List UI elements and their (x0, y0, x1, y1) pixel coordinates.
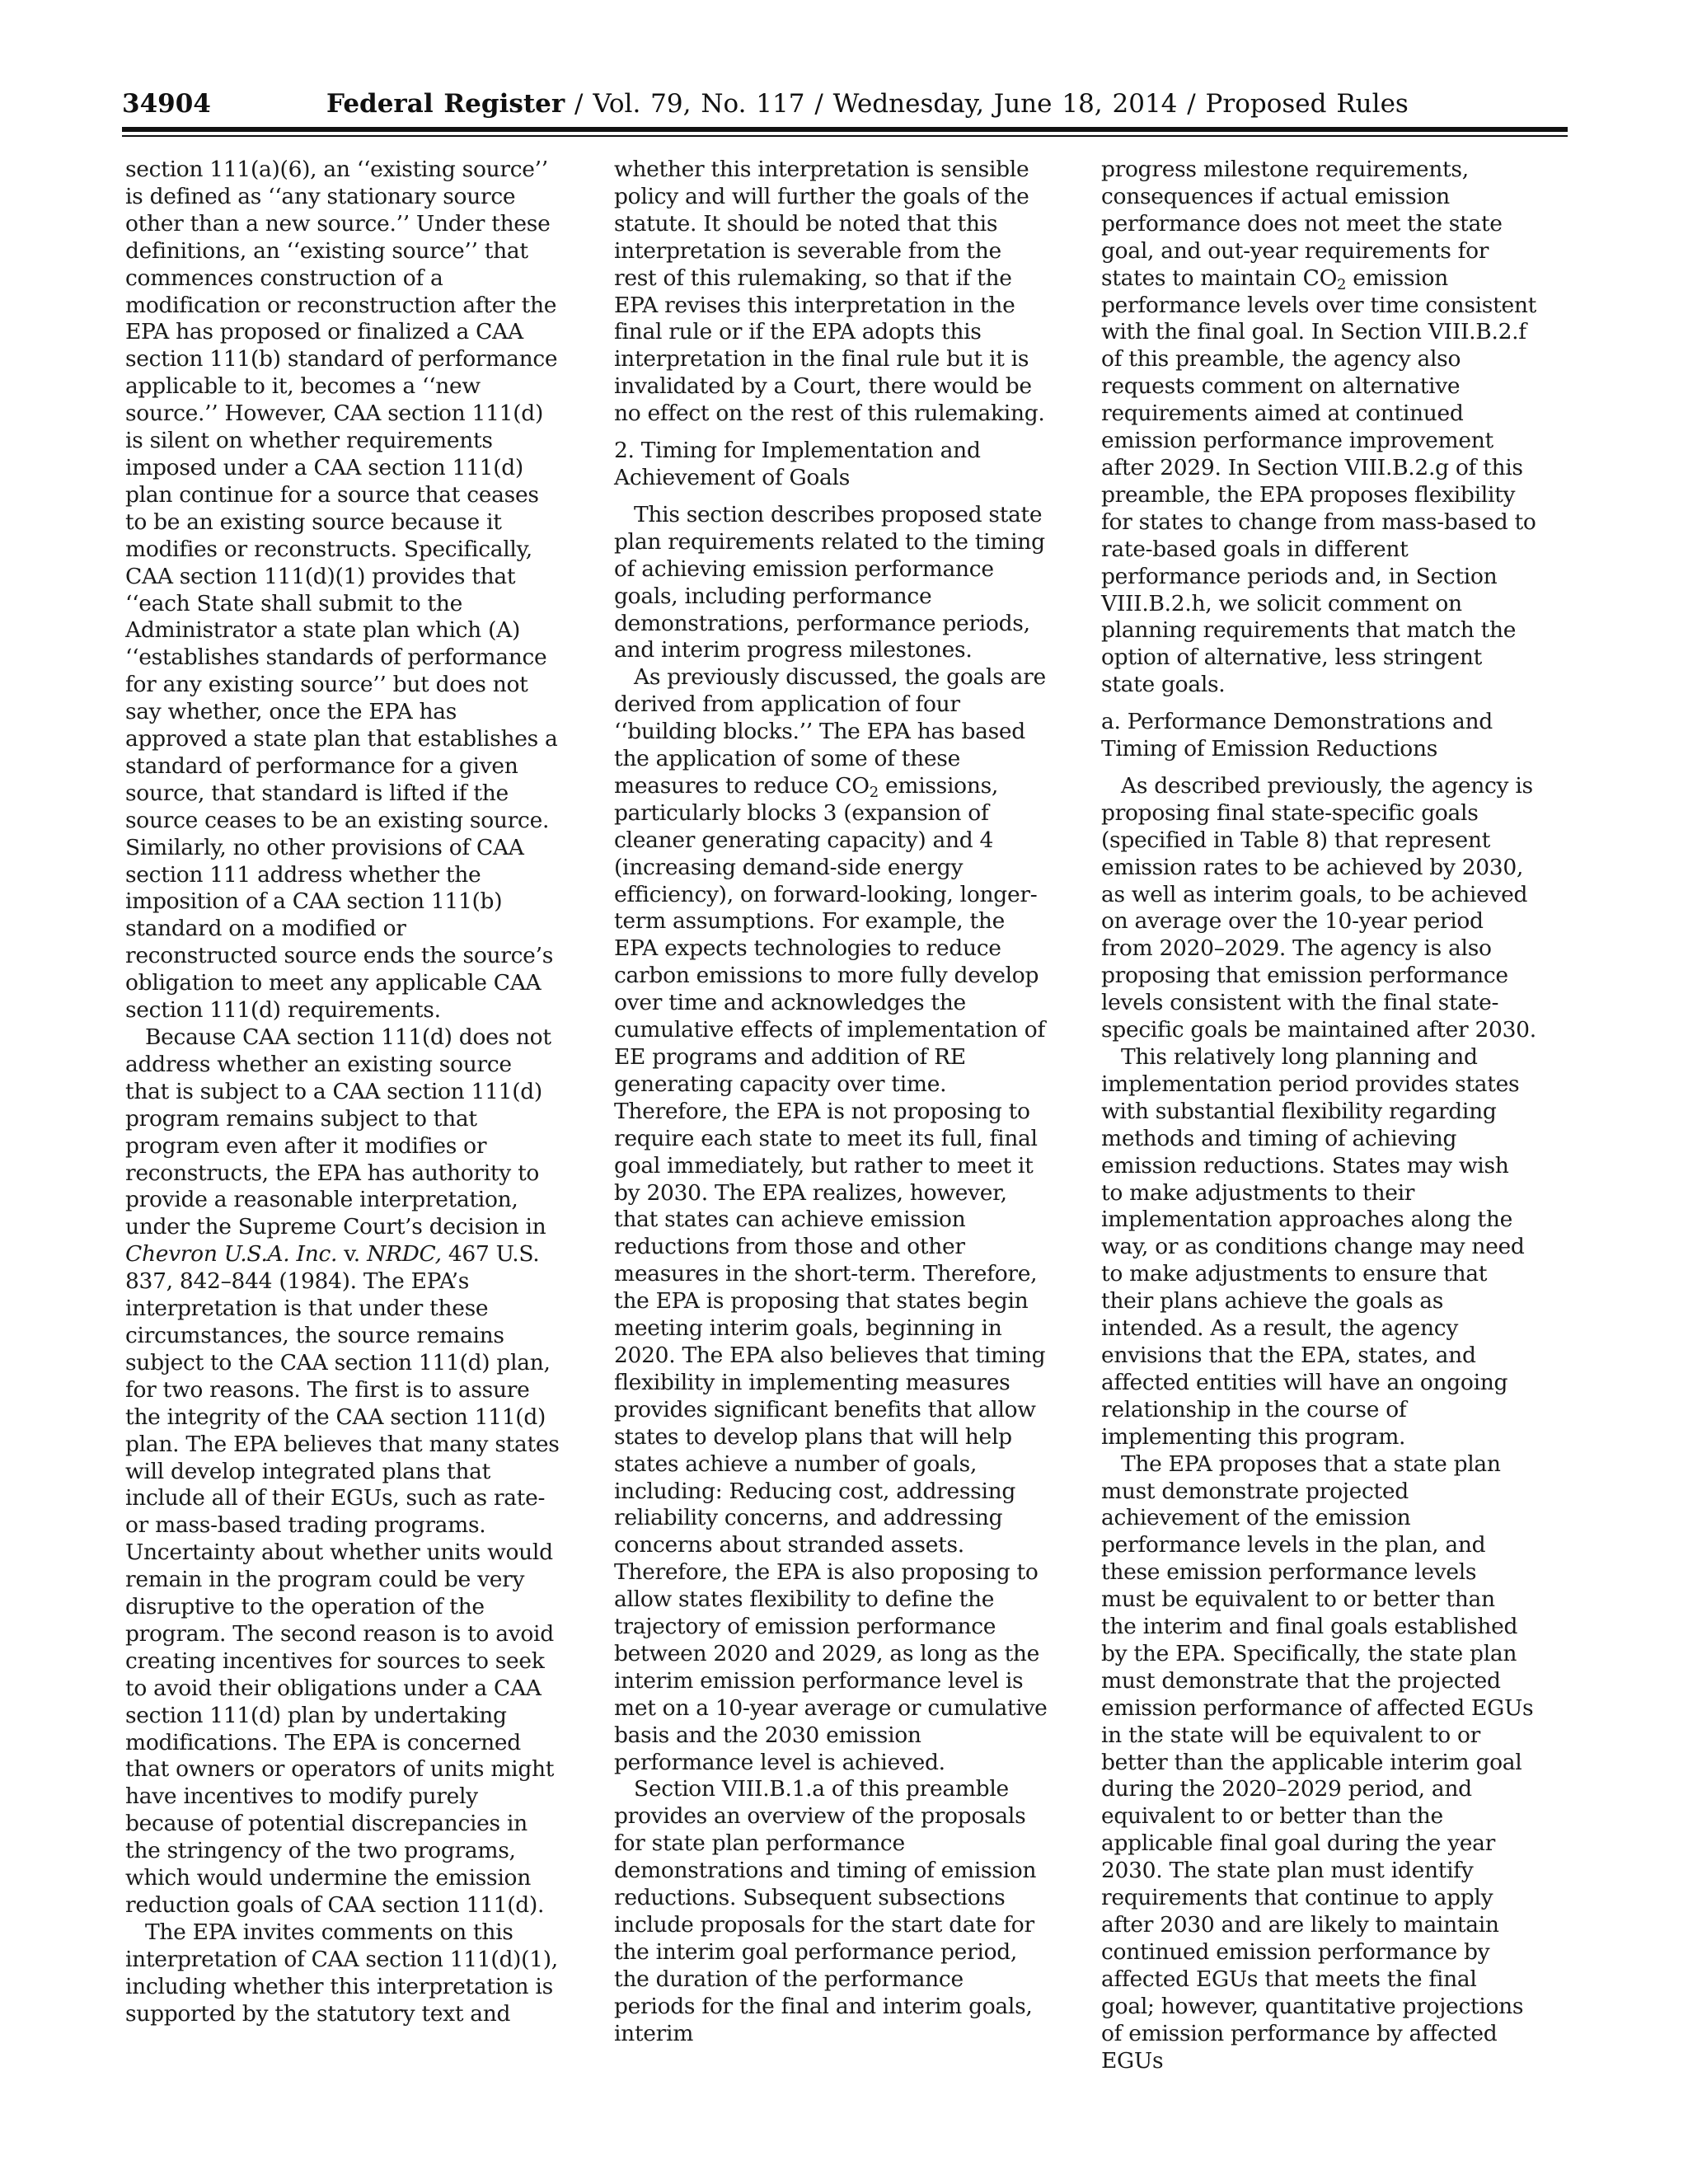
header-title (326, 89, 1409, 119)
paragraph (614, 664, 1049, 1776)
text-column-3 (1101, 157, 1536, 2074)
page-number: 34904 (122, 89, 211, 119)
paragraph: The EPA invites comments on this interpretation of CAA section 111(d)(1), including whether this interpretation is supported by the statutory text and (125, 1919, 558, 2027)
text-run: As previously discussed, the goals are derived from application of four ‘‘building blocks.’’ The EPA has based the application of some of these measures to reduce CO (614, 664, 1046, 799)
paragraph: As described previously, the agency is proposing final state-specific goals (specified in Table 8) that represent emission rates to be achieved by 2030, as well as interim goals, to be achieved on average over the 10-year period from 2020–2029. The agency is also proposing that emission performance levels consistent with the final state-specific goals be maintained after 2030. (1101, 772, 1536, 1043)
paragraph: This section describes proposed state plan requirements related to the timing of achieving emission performance goals, including performance demonstrations, performance periods, and interim progress milestones. (614, 501, 1045, 663)
text-run: v. (337, 1241, 368, 1268)
subscript: 2 (869, 783, 879, 801)
subscript: 2 (1337, 275, 1347, 293)
header-rule-thick (122, 127, 1568, 132)
journal-name: Federal Register (326, 89, 565, 119)
section-heading: a. Performance Demonstrations and Timing of Emission Reductions (1101, 709, 1493, 762)
text-run: progress milestone requirements, consequences if actual emission performance does not meet the state goal, and out-year requirements for states to maintain CO (1101, 157, 1503, 291)
case-name-italic: Chevron U.S.A. Inc. (125, 1241, 338, 1268)
paragraph: whether this interpretation is sensible policy and will further the goals of the statute. It should be noted that this interpretation is severable from the rest of this rulemaking, so that if the EPA revises this interpretation in the final rule or if the EPA adopts this interpretation in the final rule but it is invalidated by a Court, there would be no effect on the rest of this rulemaking. (614, 157, 1045, 427)
text-column-2 (614, 157, 1049, 2048)
issue-info: / Vol. 79, No. 117 / Wednesday, June 18, 2014 / Proposed Rules (565, 89, 1409, 119)
text-run: 467 U.S. 837, 842–844 (1984). The EPA’s interpretation is that under these circumstances, the source remains subject to the CAA section 111(d) plan, for two reasons. The first is to assure the integrity of the CAA section 111(d) plan. The EPA believes that many states will develop integrated plans that include all of their EGUs, such as rate- or mass-based trading programs. Uncertainty about whether units would remain in the program could be very disruptive to the operation of the program. The second reason is to avoid creating incentives for sources to seek to avoid their obligations under a CAA section 111(d) plan by undertaking modifications. The EPA is concerned that owners or operators of units might have incentives to modify purely because of potential discrepancies in the stringency of the two programs, which would undermine the emission reduction goals of CAA section 111(d). (125, 1241, 560, 1918)
text-column-1 (125, 157, 560, 2028)
running-header (122, 84, 1556, 127)
paragraph: This relatively long planning and implementation period provides states with substantial flexibility regarding methods and timing of achieving emission reductions. States may wish to make adjustments to their implementation approaches along the way, or as conditions change may need to make adjustments to ensure that their plans achieve the goals as intended. As a result, the agency envisions that the EPA, states, and affected entities will have an ongoing relationship in the course of implementing this program. (1101, 1044, 1525, 1450)
header-rule-thin (122, 135, 1568, 137)
text-run: Because CAA section 111(d) does not address whether an existing source that is subject to a CAA section 111(d) program remains subject to that program even after it modifies or reconstructs, the EPA has authority to provide a reasonable interpretation, under the Supreme Court’s decision in (125, 1024, 551, 1240)
section-heading: 2. Timing for Implementation and Achievement of Goals (614, 438, 981, 490)
text-run: emissions, particularly blocks 3 (expansion of cleaner generating capacity) and 4 (increasing demand-side energy efficiency), on forward-looking, longer-term assumptions. For example, the EPA expects technologies to reduce carbon emissions to more fully develop over time and acknowledges the cumulative effects of implementation of EE programs and addition of RE generating capacity over time. Therefore, the EPA is not proposing to require each state to meet its full, final goal immediately, but rather to meet it by 2030. The EPA realizes, however, that states can achieve emission reductions from those and other measures in the short-term. Therefore, the EPA is proposing that states begin meeting interim goals, beginning in 2020. The EPA also believes that timing flexibility in implementing measures provides significant benefits that allow states to develop plans that will help states achieve a number of goals, including: Reducing cost, addressing reliability concerns, and addressing concerns about stranded assets. Therefore, the EPA is also proposing to allow states flexibility to define the trajectory of emission performance between 2020 and 2029, as long as the interim emission performance level is met on a 10-year average or cumulative basis and the 2030 emission performance level is achieved. (614, 772, 1048, 1775)
paragraph: section 111(a)(6), an ‘‘existing source’’ is defined as ‘‘any stationary source other than a new source.’’ Under these definitions, an ‘‘existing source’’ that commences construction of a modification or reconstruction after the EPA has proposed or finalized a CAA section 111(b) standard of performance applicable to it, becomes a ‘‘new source.’’ However, CAA section 111(d) is silent on whether requirements imposed under a CAA section 111(d) plan continue for a source that ceases to be an existing source because it modifies or reconstructs. Specifically, CAA section 111(d)(1) provides that ‘‘each State shall submit to the Administrator a state plan which (A) ‘‘establishes standards of performance for any existing source’’ but does not say whether, once the EPA has approved a state plan that establishes a standard of performance for a given source, that standard is lifted if the source ceases to be an existing source. Similarly, no other provisions of CAA section 111 address whether the imposition of a CAA section 111(b) standard on a modified or reconstructed source ends the source’s obligation to meet any applicable CAA section 111(d) requirements. (125, 157, 558, 1024)
paragraph: Section VIII.B.1.a of this preamble provides an overview of the proposals for state plan performance demonstrations and timing of emission reductions. Subsequent subsections include proposals for the start date for the interim goal performance period, the duration of the performance periods for the final and interim goals, interim (614, 1776, 1037, 2046)
case-name-italic: NRDC, (367, 1241, 442, 1268)
paragraph: The EPA proposes that a state plan must demonstrate projected achievement of the emission performance levels in the plan, and these emission performance levels must be equivalent to or better than the interim and final goals established by the EPA. Specifically, the state plan must demonstrate that the projected emission performance of affected EGUs in the state will be equivalent to or better than the applicable interim goal during the 2020–2029 period, and equivalent to or better than the applicable final goal during the year 2030. The state plan must identify requirements that continue to apply after 2030 and are likely to maintain continued emission performance by affected EGUs that meets the final goal; however, quantitative projections of emission performance by affected EGUs (1101, 1451, 1534, 2074)
paragraph (1101, 157, 1536, 699)
paragraph (125, 1024, 560, 1919)
text-run: emission performance levels over time consistent with the final goal. In Section VIII.B.2.f of this preamble, the agency also requests comment on alternative requirements aimed at continued emission performance improvement after 2029. In Section VIII.B.2.g of this preamble, the EPA proposes flexibility for states to change from mass-based to rate-based goals in different performance periods and, in Section VIII.B.2.h, we solicit comment on planning requirements that match the option of alternative, less stringent state goals. (1101, 265, 1536, 698)
